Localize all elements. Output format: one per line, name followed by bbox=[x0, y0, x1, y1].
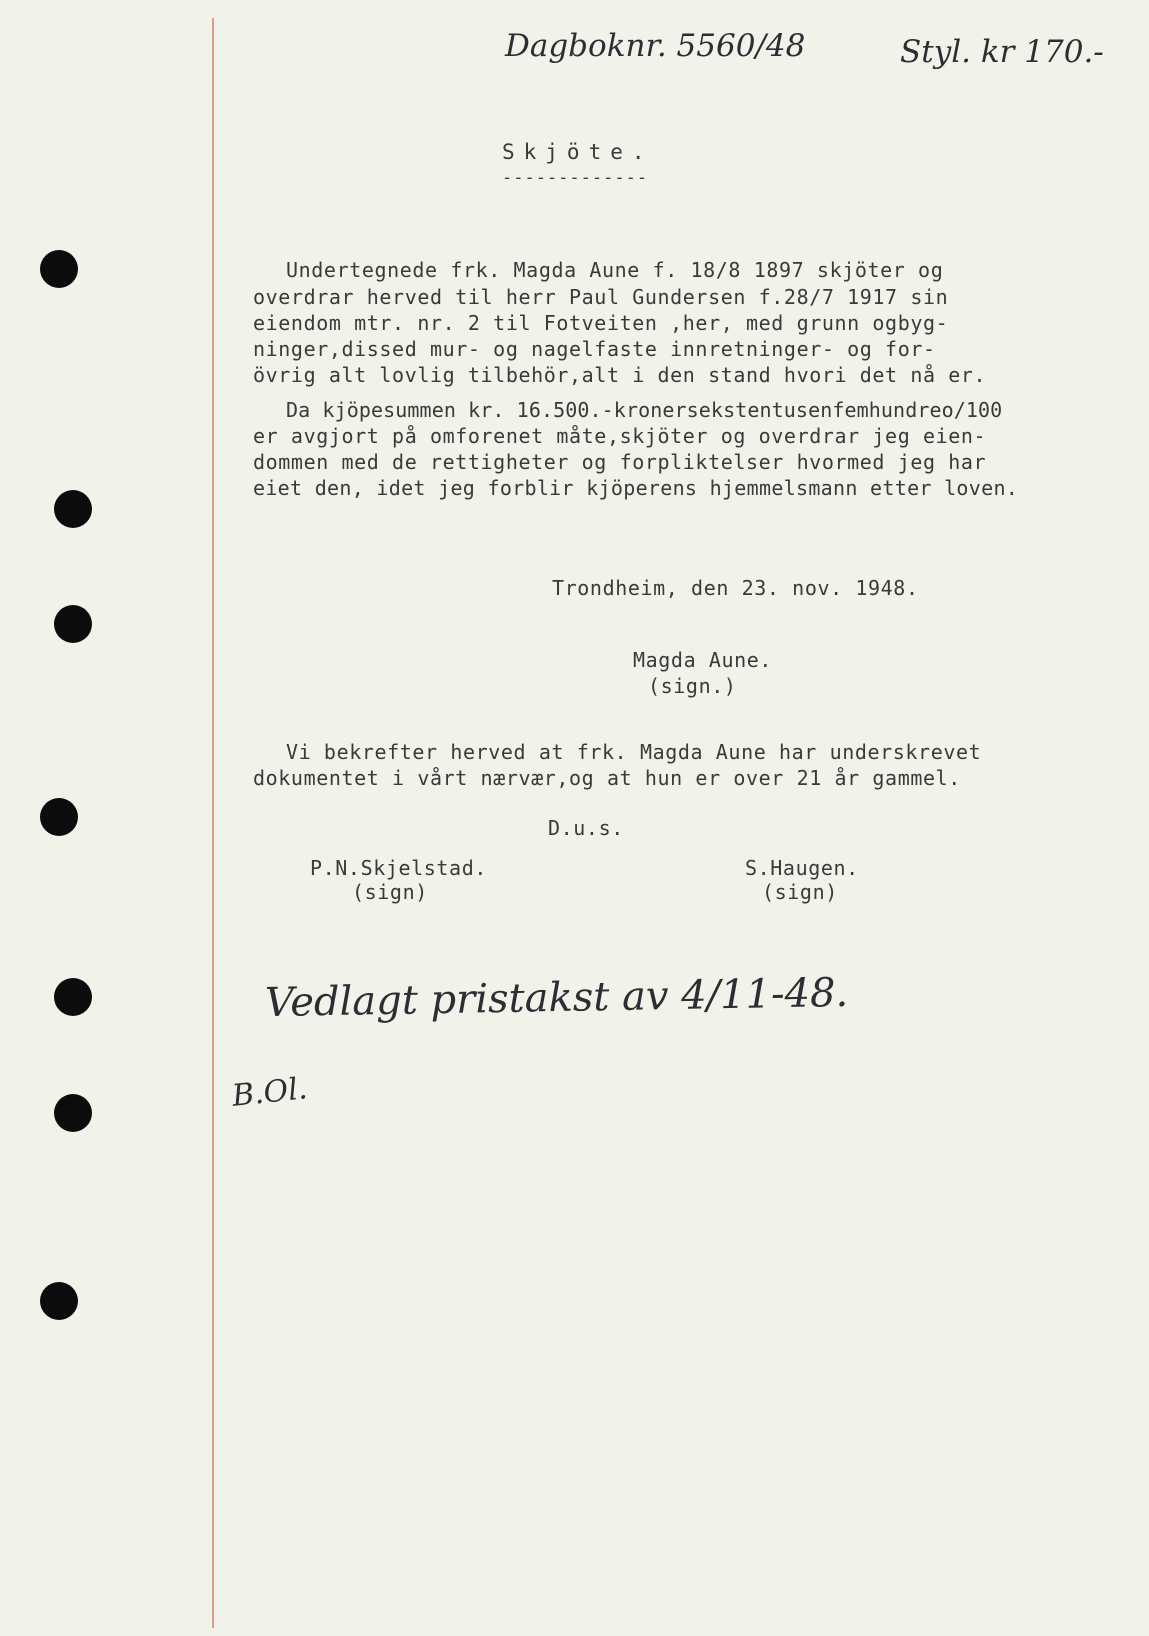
punch-hole bbox=[54, 1094, 92, 1132]
paragraph-line: övrig alt lovlig tilbehör,alt i den stand hvori det nå er. bbox=[253, 363, 987, 387]
paragraph-line: eiendom mtr. nr. 2 til Fotveiten ,her, med grunn ogbyg- bbox=[253, 311, 949, 335]
witness1-name: P.N.Skjelstad. bbox=[310, 856, 487, 880]
document-title: Skjöte. bbox=[502, 140, 654, 164]
margin-rule bbox=[212, 18, 214, 1628]
punch-hole bbox=[40, 798, 78, 836]
punch-hole bbox=[40, 1282, 78, 1320]
handwritten-note: Vedlagt pristakst av 4/11-48. bbox=[264, 969, 849, 1027]
witness2-sign: (sign) bbox=[762, 880, 838, 904]
paragraph-line: overdrar herved til herr Paul Gundersen f.28/7 1917 sin bbox=[253, 285, 949, 309]
punch-hole bbox=[40, 250, 78, 288]
paragraph-line: Undertegnede frk. Magda Aune f. 18/8 1897 skjöter og bbox=[286, 258, 944, 282]
paragraph-line: dommen med de rettigheter og forpliktelser hvormed jeg har bbox=[253, 450, 987, 474]
punch-hole bbox=[54, 605, 92, 643]
punch-hole bbox=[54, 978, 92, 1016]
paragraph-line: er avgjort på omforenet måte,skjöter og overdrar jeg eien- bbox=[253, 424, 987, 448]
dagbok-number: Dagboknr. 5560/48 bbox=[505, 28, 806, 64]
witness2-name: S.Haugen. bbox=[745, 856, 859, 880]
paragraph-line: eiet den, idet jeg forblir kjöperens hjemmelsmann etter loven. bbox=[253, 476, 1019, 500]
paragraph-line: Da kjöpesummen kr. 16.500.-kronersekstentusenfemhundreo/100 bbox=[286, 398, 1003, 422]
folio-number: Styl. kr 170.- bbox=[900, 34, 1104, 70]
place-date: Trondheim, den 23. nov. 1948. bbox=[552, 576, 919, 600]
title-underline: ------------- bbox=[502, 168, 649, 188]
dus-label: D.u.s. bbox=[548, 816, 624, 840]
witness1-sign: (sign) bbox=[352, 880, 428, 904]
punch-hole bbox=[54, 490, 92, 528]
paragraph-line: ninger,dissed mur- og nagelfaste innretninger- og for- bbox=[253, 337, 936, 361]
signer-name: Magda Aune. bbox=[633, 648, 773, 672]
handwritten-initials: B.Ol. bbox=[230, 1071, 309, 1114]
signer-sign: (sign.) bbox=[648, 674, 737, 698]
witness-statement-line: Vi bekrefter herved at frk. Magda Aune har underskrevet bbox=[286, 740, 982, 764]
witness-statement-line: dokumentet i vårt nærvær,og at hun er over 21 år gammel. bbox=[253, 766, 961, 790]
